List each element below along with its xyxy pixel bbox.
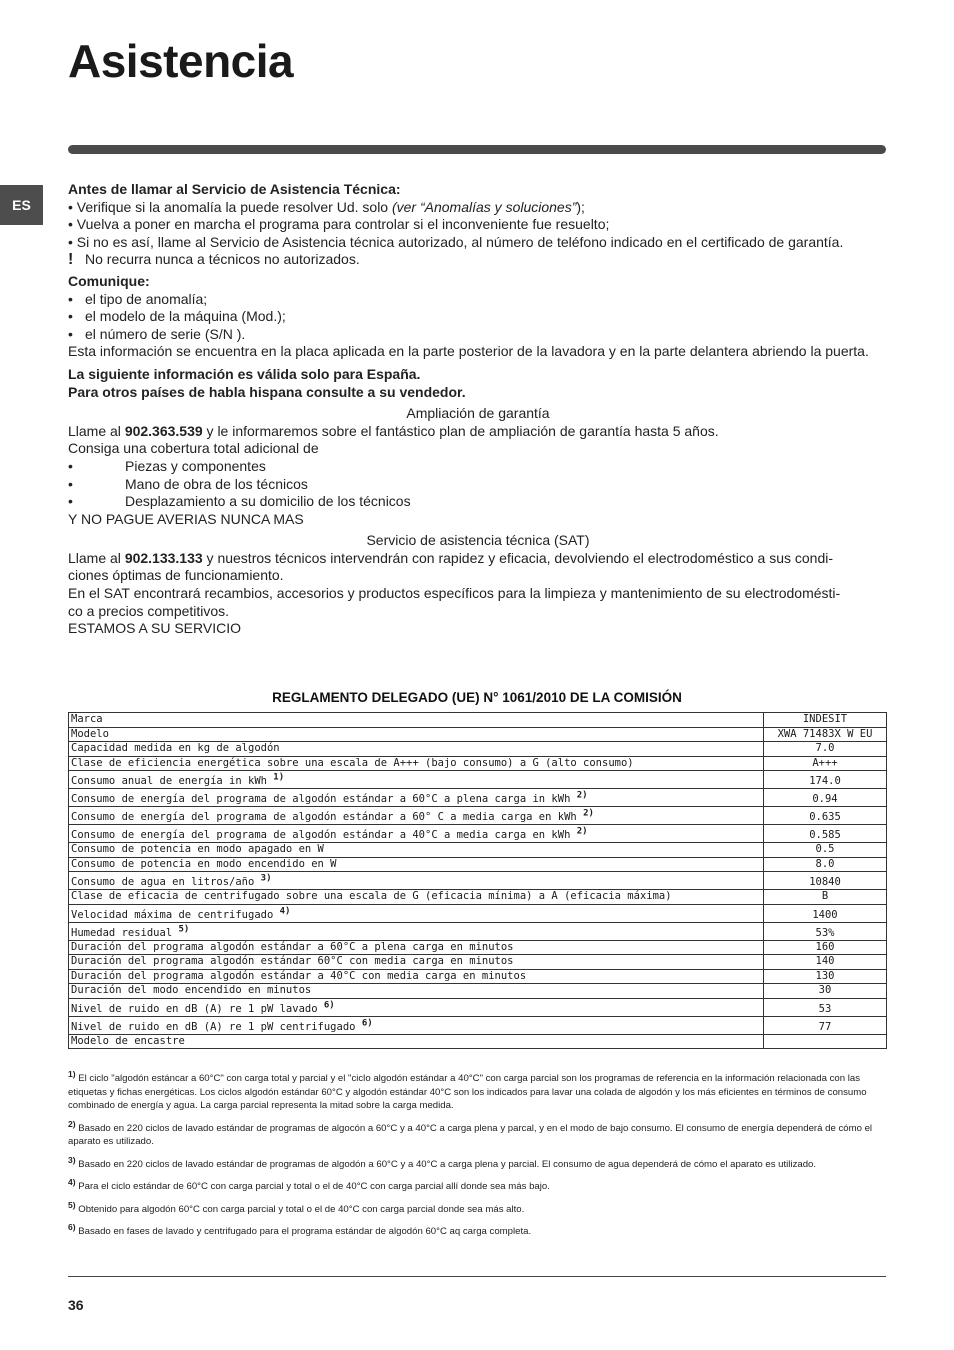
- table-row: [69, 984, 887, 999]
- title-rule: [68, 145, 886, 154]
- footnote-ref: 2): [583, 808, 594, 819]
- row-label: Modelo: [69, 727, 764, 742]
- row-label: Clase de eficacia de centrifugado sobre una escala de G (eficacia mínima) a A (eficacia máxima): [69, 890, 764, 905]
- row-value: 130: [764, 969, 887, 984]
- page-number: 36: [68, 1297, 84, 1313]
- table-row: [69, 955, 887, 970]
- row-label: Consumo de potencia en modo encendido en W: [69, 857, 764, 872]
- row-value: 140: [764, 955, 887, 970]
- row-value: 160: [764, 940, 887, 955]
- row-value: 10840: [764, 872, 887, 890]
- warranty-call: Llame al 902.363.539 y le informaremos sobre el fantástico plan de ampliación de garantía hasta 5 años.: [68, 422, 719, 439]
- table-row: [69, 807, 887, 825]
- row-value: 0.5: [764, 843, 887, 858]
- row-value: 7.0: [764, 742, 887, 757]
- footnote-mark: 5): [68, 1199, 76, 1210]
- footnote-ref: 6): [361, 1018, 373, 1028]
- communicate-item: • el número de serie (S/N ).: [68, 325, 246, 342]
- footnote-mark: 4): [68, 1176, 76, 1187]
- row-value: 1400: [764, 904, 887, 922]
- footnote-ref: 3): [260, 873, 272, 884]
- row-value: 0.585: [764, 825, 887, 843]
- spain-note-line-2: Para otros países de habla hispana consulte a su vendedor.: [68, 383, 466, 400]
- communicate-info: Esta información se encuentra en la placa aplicada en la parte posterior de la lavadora y en la parte delantera abriendo la puerta.: [68, 343, 869, 360]
- row-value: 53%: [764, 922, 887, 940]
- table-row: [69, 771, 887, 789]
- row-label: Duración del modo encendido en minutos: [69, 984, 764, 999]
- row-value: A+++: [764, 756, 887, 771]
- table-row: [69, 969, 887, 984]
- warranty-closing: Y NO PAGUE AVERIAS NUNCA MAS: [68, 510, 304, 527]
- footnote-ref: 5): [178, 924, 190, 934]
- warranty-heading: Ampliación de garantía: [406, 405, 550, 422]
- row-value: INDESIT: [764, 713, 887, 728]
- row-label: Humedad residual $^{5)}$: [69, 922, 764, 940]
- footnotes: [68, 1068, 886, 1248]
- before-call-bullet-2: • Vuelva a poner en marcha el programa para controlar si el inconveniente fue resuelto;: [68, 216, 610, 233]
- row-label: Marca: [69, 713, 764, 728]
- table-row: [69, 1034, 887, 1049]
- row-value: 77: [764, 1016, 887, 1034]
- before-call-heading: Antes de llamar al Servicio de Asistencia Técnica:: [68, 181, 401, 197]
- spain-note-line-1: La siguiente información es válida solo para España.: [68, 365, 421, 382]
- warranty-phone: 902.363.539: [124, 422, 203, 439]
- row-label: Nivel de ruido en dB (A) re 1 pW centrifugado $^{6)}$: [69, 1016, 764, 1034]
- table-row: [69, 998, 887, 1016]
- table-row: [69, 713, 887, 728]
- footnote: $^{6)}$ Basado en fases de lavado y centrifugado para el programa estándar de algodón 60°C aq carga completa.: [68, 1221, 532, 1237]
- row-label: Consumo de energía del programa de algodón estándar a 40°C a media carga en kWh $^{2)}$: [69, 825, 764, 843]
- table-row: [69, 742, 887, 757]
- table-row: [69, 904, 887, 922]
- warranty-coverage: Consiga una cobertura total adicional de: [68, 440, 319, 457]
- page-title: Asistencia: [68, 35, 294, 87]
- footnote: $^{1)}$ El ciclo "algodón estáncar a 60°C" con carga total y parcial y el "ciclo algodón estándar a 40°C" con carga parcial son los programas de referencia en la información relacionada con las etiquetas y fichas energéticas. Los ciclos algodón estándar 60°C y algodón estándar 40°C son los indicados para lavar una colada de algodón y los más eficientes en términos de consumo combinado de energía y agua. La carga parcial representa la mitad sobre la carga medida.: [68, 1068, 867, 1111]
- table-row: [69, 825, 887, 843]
- regulation-table: [68, 712, 887, 1049]
- row-label: Velocidad máxima de centrifugado $^{4)}$: [69, 904, 764, 922]
- footnote: $^{5)}$ Obtenido para algodón 60°C con carga parcial y total o el de 40°C con carga parcial donde sea más alto.: [68, 1199, 525, 1215]
- sat-paragraph-line-1: En el SAT encontrará recambios, accesorios y productos específicos para la limpieza y mantenimiento de su electrodomésti-: [68, 585, 841, 602]
- row-value: B: [764, 890, 887, 905]
- table-row: [69, 843, 887, 858]
- footnote-ref: 4): [279, 906, 291, 916]
- warning-icon: !: [68, 251, 74, 269]
- row-label: Nivel de ruido en dB (A) re 1 pW lavado $^{6)}$: [69, 998, 764, 1016]
- main-content: [68, 181, 888, 638]
- warranty-item: • Mano de obra de los técnicos: [68, 475, 308, 492]
- sat-phone: 902.133.133: [124, 549, 203, 566]
- table-row: [69, 872, 887, 890]
- footnote: $^{4)}$ Para el ciclo estándar de 60°C con carga parcial y total o el de 40°C con carga parcial allí donde sea más bajo.: [68, 1176, 550, 1192]
- table-row: [69, 1016, 887, 1034]
- row-label: Modelo de encastre: [69, 1034, 764, 1049]
- warning-line: ! No recurra nunca a técnicos no autorizados.: [68, 251, 360, 269]
- before-call-bullet-3: • Si no es así, llame al Servicio de Asistencia técnica autorizado, al número de teléfono indicado en el certificado de garantía.: [68, 233, 844, 250]
- row-value: 30: [764, 984, 887, 999]
- row-value: XWA 71483X W EU: [764, 727, 887, 742]
- regulation-title: REGLAMENTO DELEGADO (UE) N° 1061/2010 DE LA COMISIÓN: [272, 690, 682, 705]
- warranty-item: • Piezas y componentes: [68, 457, 266, 474]
- row-value: 0.635: [764, 807, 887, 825]
- row-value: 0.94: [764, 789, 887, 807]
- table-row: [69, 789, 887, 807]
- row-label: Duración del programa algodón estándar 60°C con media carga en minutos: [69, 955, 764, 970]
- sat-closing: ESTAMOS A SU SERVICIO: [68, 620, 241, 637]
- sat-heading: Servicio de asistencia técnica (SAT): [366, 532, 590, 549]
- row-value: 53: [764, 998, 887, 1016]
- warranty-item: • Desplazamiento a su domicilio de los técnicos: [68, 493, 411, 510]
- row-label: Duración del programa algodón estándar a 60°C a plena carga en minutos: [69, 940, 764, 955]
- sat-call-line-2: ciones óptimas de funcionamiento.: [68, 567, 284, 584]
- communicate-item: • el modelo de la máquina (Mod.);: [68, 308, 286, 325]
- table-row: [69, 940, 887, 955]
- row-label: Duración del programa algodón estándar a 40°C con media carga en minutos: [69, 969, 764, 984]
- row-label: Consumo de energía del programa de algodón estándar a 60°C a plena carga in kWh $^{2)}$: [69, 789, 764, 807]
- table-row: [69, 890, 887, 905]
- footnote-ref: 6): [323, 1000, 335, 1010]
- before-call-bullet-1: • Verifique si la anomalía la puede resolver Ud. solo (ver “Anomalías y soluciones”);: [68, 198, 585, 215]
- sat-call: Llame al 902.133.133 y nuestros técnicos intervendrán con rapidez y eficacia, devolviendo el electrodoméstico a sus condi-: [68, 549, 834, 566]
- table-row: [69, 857, 887, 872]
- table-row: [69, 922, 887, 940]
- row-value: [764, 1034, 887, 1049]
- footnote-mark: 3): [68, 1154, 76, 1165]
- footnote: $^{2)}$ Basado en 220 ciclos de lavado estándar de programas de algocón a 60°C y a 40°C a carga plena y parcal, y en el modo de bajo consumo. El consumo de energía dependerá de cómo el aparato es utilizado.: [68, 1118, 873, 1147]
- row-label: Consumo anual de energía in kWh $^{1)}$: [69, 771, 764, 789]
- language-tab: ES: [0, 185, 43, 225]
- footnote-mark: 6): [68, 1221, 76, 1232]
- communicate-item: • el tipo de anomalía;: [68, 290, 208, 307]
- row-value: 174.0: [764, 771, 887, 789]
- sat-paragraph-line-2: co a precios competitivos.: [68, 602, 230, 619]
- row-value: 8.0: [764, 857, 887, 872]
- table-row: [69, 756, 887, 771]
- bottom-rule: [68, 1276, 886, 1277]
- row-label: Consumo de potencia en modo apagado en W: [69, 843, 764, 858]
- row-label: Capacidad medida en kg de algodón: [69, 742, 764, 757]
- footnote-ref: 2): [576, 826, 588, 837]
- table-row: [69, 727, 887, 742]
- footnote-mark: 1): [68, 1068, 76, 1079]
- row-label: Consumo de energía del programa de algodón estándar a 60° C a media carga en kWh $^{2)}$: [69, 807, 764, 825]
- footnote: $^{3)}$ Basado en 220 ciclos de lavado estándar de programas de algodón a 60°C y a 40°C a carga plena y parcial. El consumo de agua dependerá de cómo el aparato es utilizado.: [68, 1154, 817, 1170]
- footnote-mark: 2): [68, 1118, 76, 1129]
- footnote-ref: 1): [273, 772, 285, 783]
- communicate-heading: Comunique:: [68, 272, 150, 289]
- row-label: Consumo de agua en litros/año $^{3)}$: [69, 872, 764, 890]
- row-label: Clase de eficiencia energética sobre una escala de A+++ (bajo consumo) a G (alto consumo): [69, 756, 764, 771]
- footnote-ref: 2): [576, 790, 588, 801]
